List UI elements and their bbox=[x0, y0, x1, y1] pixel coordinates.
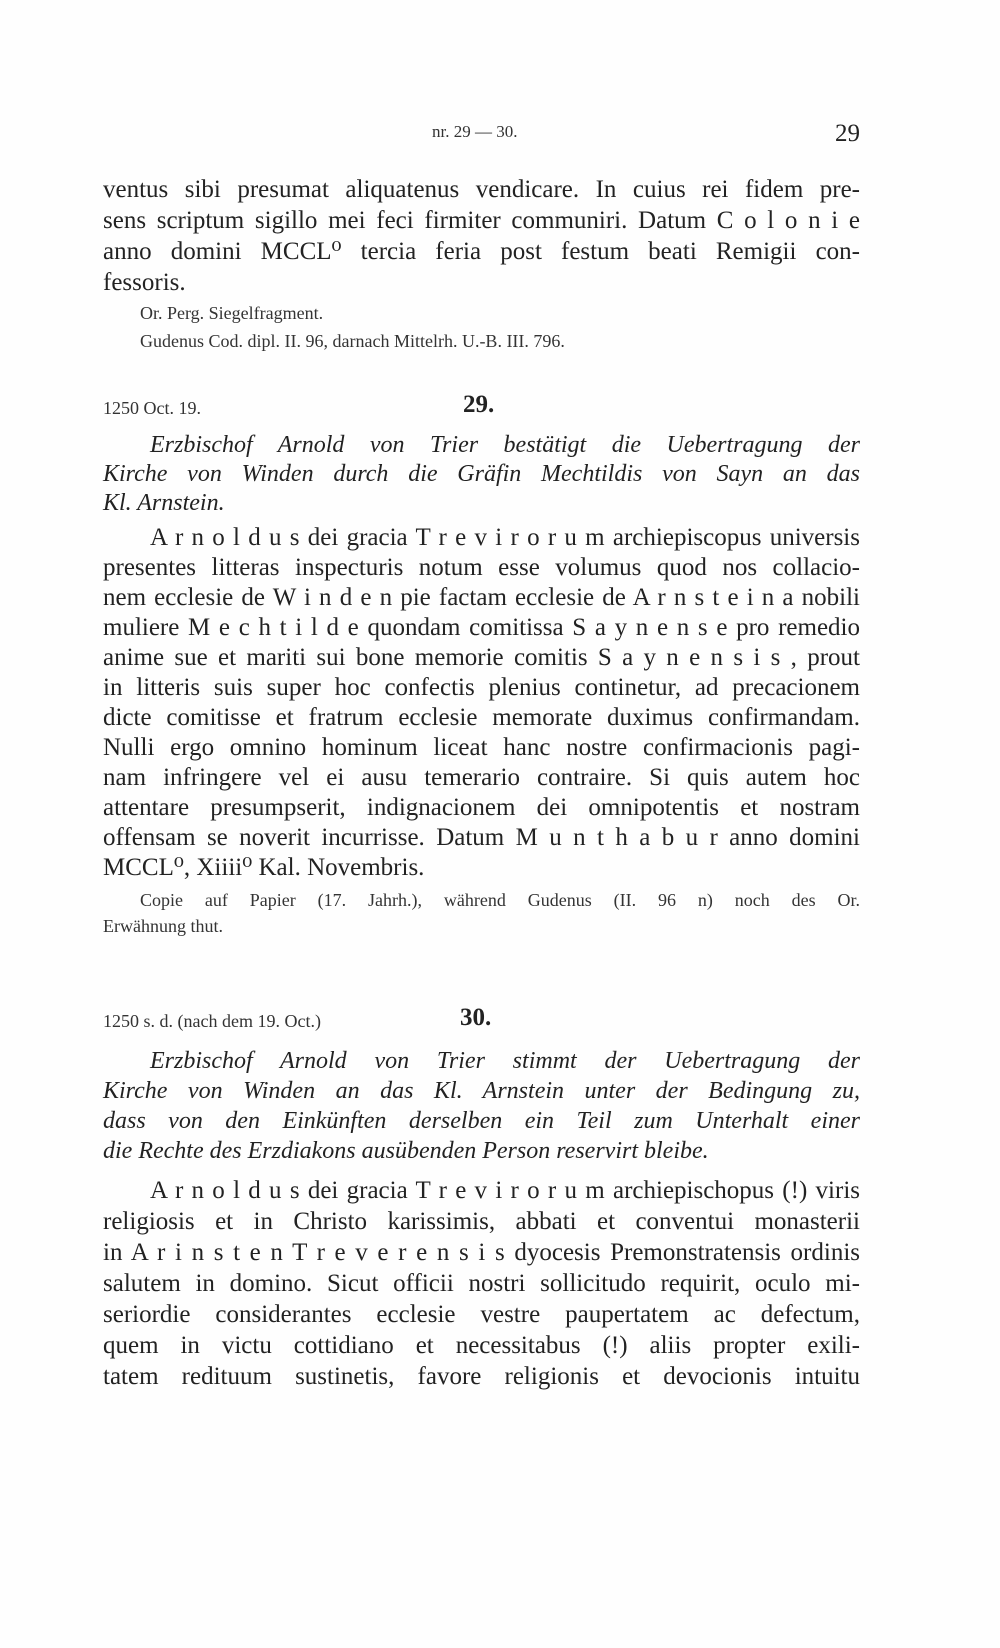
doc-29-text-line: nem ecclesie de W i n d e n pie factam ecclesie de A r n s t e i n a nobili bbox=[103, 584, 860, 611]
doc-30-text-line: in A r i n s t e n T r e v e r e n s i s dyocesis Premonstratensis ordinis bbox=[103, 1239, 860, 1266]
doc-29-number: 29. bbox=[463, 391, 495, 418]
doc-29-regest-line: Erzbischof Arnold von Trier bestätigt die Uebertragung der bbox=[150, 432, 860, 458]
text-line: fessoris. bbox=[103, 269, 186, 296]
source-note: Or. Perg. Siegelfragment. bbox=[140, 303, 324, 323]
doc-29-date: 1250 Oct. 19. bbox=[103, 398, 201, 418]
doc-29-text-line: muliere M e c h t i l d e quondam comitissa S a y n e n s e pro remedio bbox=[103, 614, 860, 641]
doc-30-text-line: A r n o l d u s dei gracia T r e v i r o r u m archiepischopus (!) viris bbox=[150, 1177, 860, 1204]
doc-29-text-line: anime sue et mariti sui bone memorie comitis S a y n e n s i s , prout bbox=[103, 644, 860, 671]
doc-29-regest-line: Kl. Arnstein. bbox=[103, 490, 225, 516]
doc-29-text-line: offensam se noverit incurrisse. Datum M u n t h a b u r anno domini bbox=[103, 824, 860, 851]
doc-30-text-line: religiosis et in Christo karissimis, abbati et conventui monasterii bbox=[103, 1208, 860, 1235]
doc-29-regest-line: Kirche von Winden durch die Gräfin Mechtildis von Sayn an das bbox=[103, 461, 860, 487]
doc-29-text-line: presentes litteras inspecturis notum esse volumus quod nos collacio- bbox=[103, 554, 860, 581]
doc-30-text-line: tatem redituum sustinetis, favore religionis et devocionis intuitu bbox=[103, 1363, 860, 1390]
doc-30-regest-line: die Rechte des Erzdiakons ausübenden Person reservirt bleibe. bbox=[103, 1138, 709, 1164]
doc-30-regest-line: Erzbischof Arnold von Trier stimmt der Uebertragung der bbox=[150, 1048, 860, 1074]
doc-30-text-line: quem in victu cottidiano et necessitabus (!) aliis propter exili- bbox=[103, 1332, 860, 1359]
doc-30-regest-line: Kirche von Winden an das Kl. Arnstein unter der Bedingung zu, bbox=[103, 1078, 860, 1104]
doc-30-number: 30. bbox=[460, 1004, 492, 1031]
page-number: 29 bbox=[835, 120, 860, 147]
text-line: sens scriptum sigillo mei feci firmiter communiri. Datum C o l o n i e bbox=[103, 207, 860, 234]
source-note: Gudenus Cod. dipl. II. 96, darnach Mittelrh. U.-B. III. 796. bbox=[140, 331, 565, 351]
text-line: ventus sibi presumat aliquatenus vendicare. In cuius rei fidem pre- bbox=[103, 176, 860, 203]
doc-29-text-line: A r n o l d u s dei gracia T r e v i r o r u m archiepiscopus universis bbox=[150, 524, 860, 551]
doc-30-regest-line: dass von den Einkünften derselben ein Teil zum Unterhalt einer bbox=[103, 1108, 860, 1134]
doc-29-note: Copie auf Papier (17. Jahrh.), während Gudenus (II. 96 n) noch des Or. bbox=[140, 890, 860, 910]
doc-30-date: 1250 s. d. (nach dem 19. Oct.) bbox=[103, 1011, 321, 1031]
doc-29-note: Erwähnung thut. bbox=[103, 916, 223, 936]
doc-29-text-line: attentare presumpserit, indignacionem dei omnipotentis et nostram bbox=[103, 794, 860, 821]
running-head: nr. 29 — 30. bbox=[432, 122, 518, 141]
doc-29-text-line: nam infringere vel ei ausu temerario contraire. Si quis autem hoc bbox=[103, 764, 860, 791]
page-header bbox=[0, 122, 1000, 152]
doc-30-text-line: salutem in domino. Sicut officii nostri sollicitudo requirit, oculo mi- bbox=[103, 1270, 860, 1297]
doc-29-text-line: dicte comitisse et fratrum ecclesie memorate duximus confirmandam. bbox=[103, 704, 860, 731]
text-line: anno domini MCCL⁰ tercia feria post festum beati Remigii con- bbox=[103, 238, 860, 265]
doc-29-text-line: MCCL⁰, Xiiii⁰ Kal. Novembris. bbox=[103, 854, 425, 881]
doc-29-text-line: Nulli ergo omnino hominum liceat hanc nostre confirmacionis pagi- bbox=[103, 734, 860, 761]
doc-30-text-line: seriordie considerantes ecclesie vestre paupertatem ac defectum, bbox=[103, 1301, 860, 1328]
doc-29-text-line: in litteris suis super hoc confectis plenius continetur, ad precacionem bbox=[103, 674, 860, 701]
